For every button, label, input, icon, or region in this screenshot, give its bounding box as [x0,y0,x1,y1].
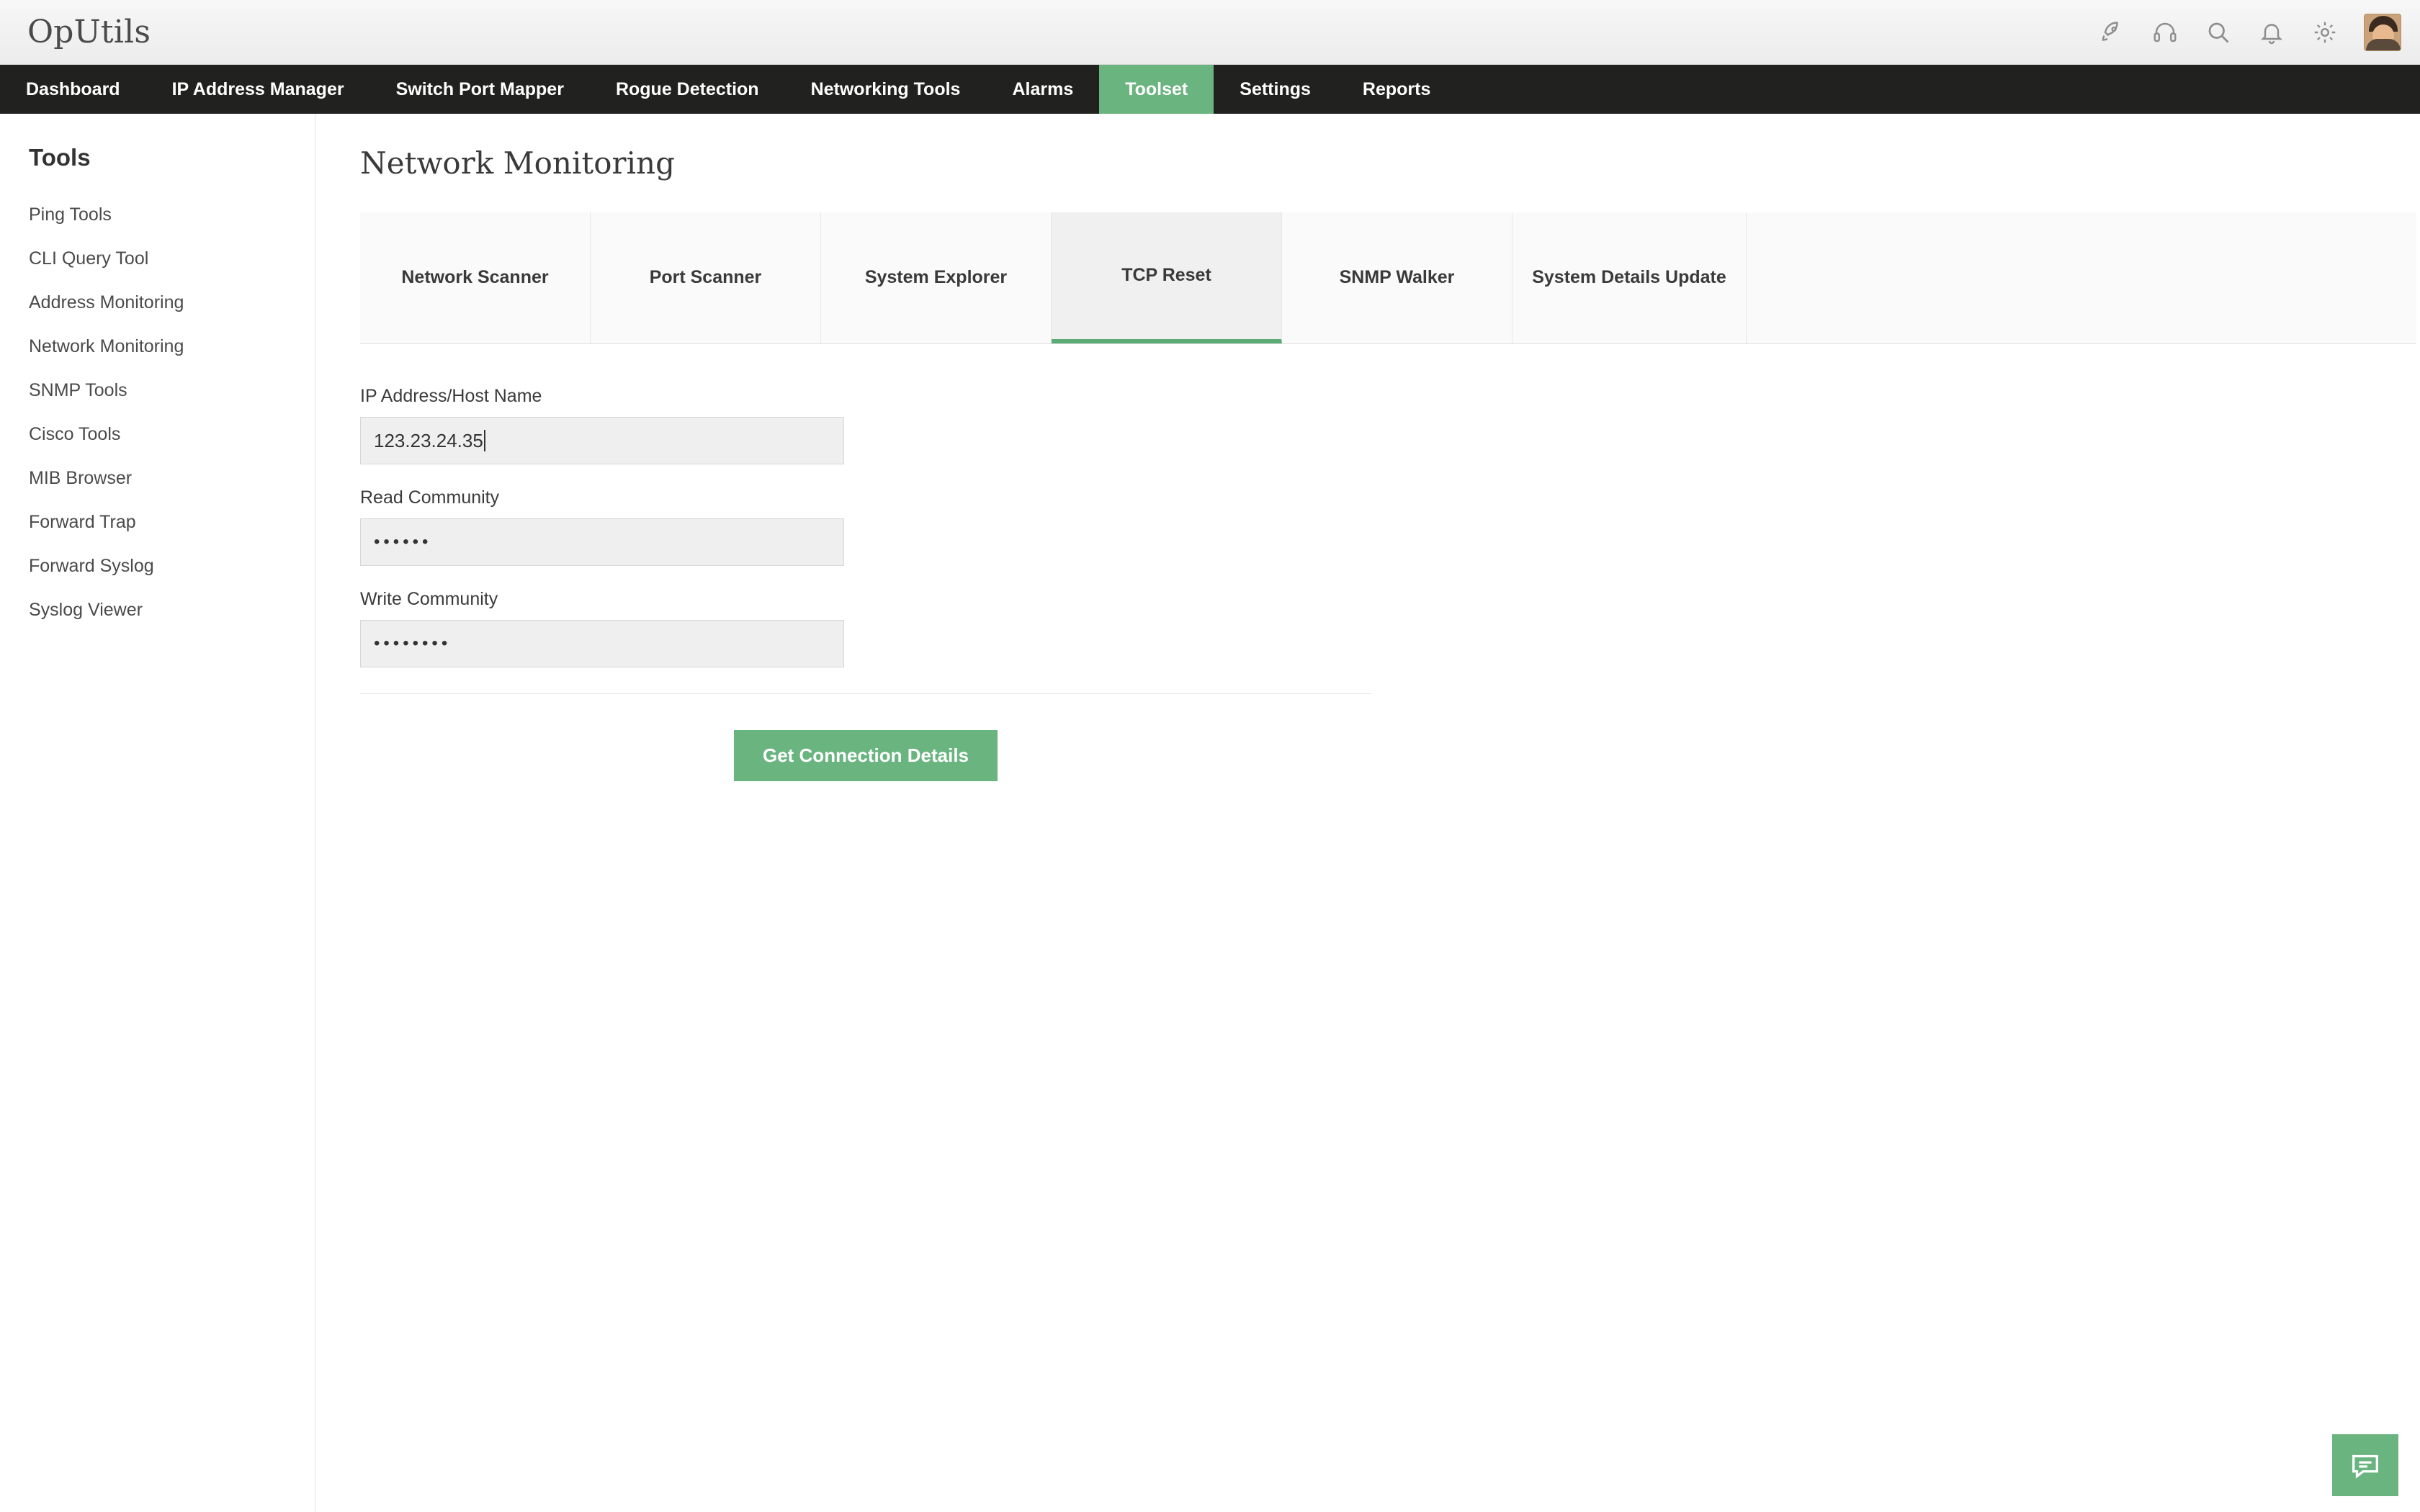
nav-item-settings[interactable]: Settings [1240,78,1311,99]
tab-port-scanner[interactable]: Port Scanner [591,212,821,343]
nav-item-networking-tools[interactable]: Networking Tools [810,78,961,99]
top-bar-actions [2097,14,2401,51]
text-caret [484,430,485,451]
nav-item-toolset[interactable]: Toolset [1099,65,1214,114]
gear-icon[interactable] [2311,18,2339,47]
sidebar-item-forward-syslog[interactable]: Forward Syslog [29,556,154,576]
tab-bar [360,212,2416,344]
sidebar-item-syslog-viewer[interactable]: Syslog Viewer [29,600,143,620]
tab-system-details-update[interactable]: System Details Update [1512,212,1747,343]
sidebar [0,114,315,1512]
sidebar-item-cli-query-tool[interactable]: CLI Query Tool [29,248,149,269]
bell-icon[interactable] [2257,18,2286,47]
tab-network-scanner[interactable]: Network Scanner [360,212,591,343]
write-community-label: Write Community [360,589,498,609]
nav-item-reports[interactable]: Reports [1362,78,1431,99]
tab-system-explorer[interactable]: System Explorer [821,212,1052,343]
sidebar-item-address-monitoring[interactable]: Address Monitoring [29,292,184,312]
avatar-body [2366,39,2401,50]
sidebar-item-mib-browser[interactable]: MIB Browser [29,468,133,488]
nav-item-ip-address-manager[interactable]: IP Address Manager [171,78,344,99]
read-community-input[interactable] [360,518,844,566]
sidebar-item-cisco-tools[interactable]: Cisco Tools [29,424,121,444]
main-content [315,114,2420,1512]
nav-item-alarms[interactable]: Alarms [1012,78,1074,99]
read-community-value: •••••• [374,532,432,552]
page-title: Network Monitoring [360,145,675,181]
nav-item-rogue-detection[interactable]: Rogue Detection [615,78,759,99]
chat-icon[interactable] [2332,1434,2398,1496]
rocket-icon[interactable] [2097,18,2126,47]
write-community-input[interactable] [360,620,844,667]
ip-address-value: 123.23.24.35 [374,429,483,451]
main-nav [0,65,2420,114]
sidebar-item-snmp-tools[interactable]: SNMP Tools [29,380,127,400]
nav-item-switch-port-mapper[interactable]: Switch Port Mapper [395,78,564,99]
sidebar-item-network-monitoring[interactable]: Network Monitoring [29,336,184,356]
nav-item-dashboard[interactable]: Dashboard [26,78,120,99]
sidebar-title: Tools [29,144,91,171]
top-bar [0,0,2420,65]
page-body [0,114,2420,1512]
read-community-label: Read Community [360,487,500,508]
search-icon[interactable] [2204,18,2233,47]
sidebar-item-forward-trap[interactable]: Forward Trap [29,512,136,532]
ip-address-label: IP Address/Host Name [360,386,542,406]
tab-bar-filler [1747,212,2416,343]
tcp-reset-form [360,344,1371,781]
tab-snmp-walker[interactable]: SNMP Walker [1282,212,1512,343]
ip-address-input[interactable] [360,417,844,464]
write-community-value: •••••••• [374,634,452,653]
tab-tcp-reset[interactable]: TCP Reset [1052,212,1282,343]
get-connection-details-button[interactable]: Get Connection Details [734,730,998,781]
app-brand: OpUtils [27,14,151,50]
sidebar-item-ping-tools[interactable]: Ping Tools [29,204,112,225]
avatar[interactable] [2364,14,2401,51]
headset-icon[interactable] [2151,18,2179,47]
form-actions [360,694,1371,781]
